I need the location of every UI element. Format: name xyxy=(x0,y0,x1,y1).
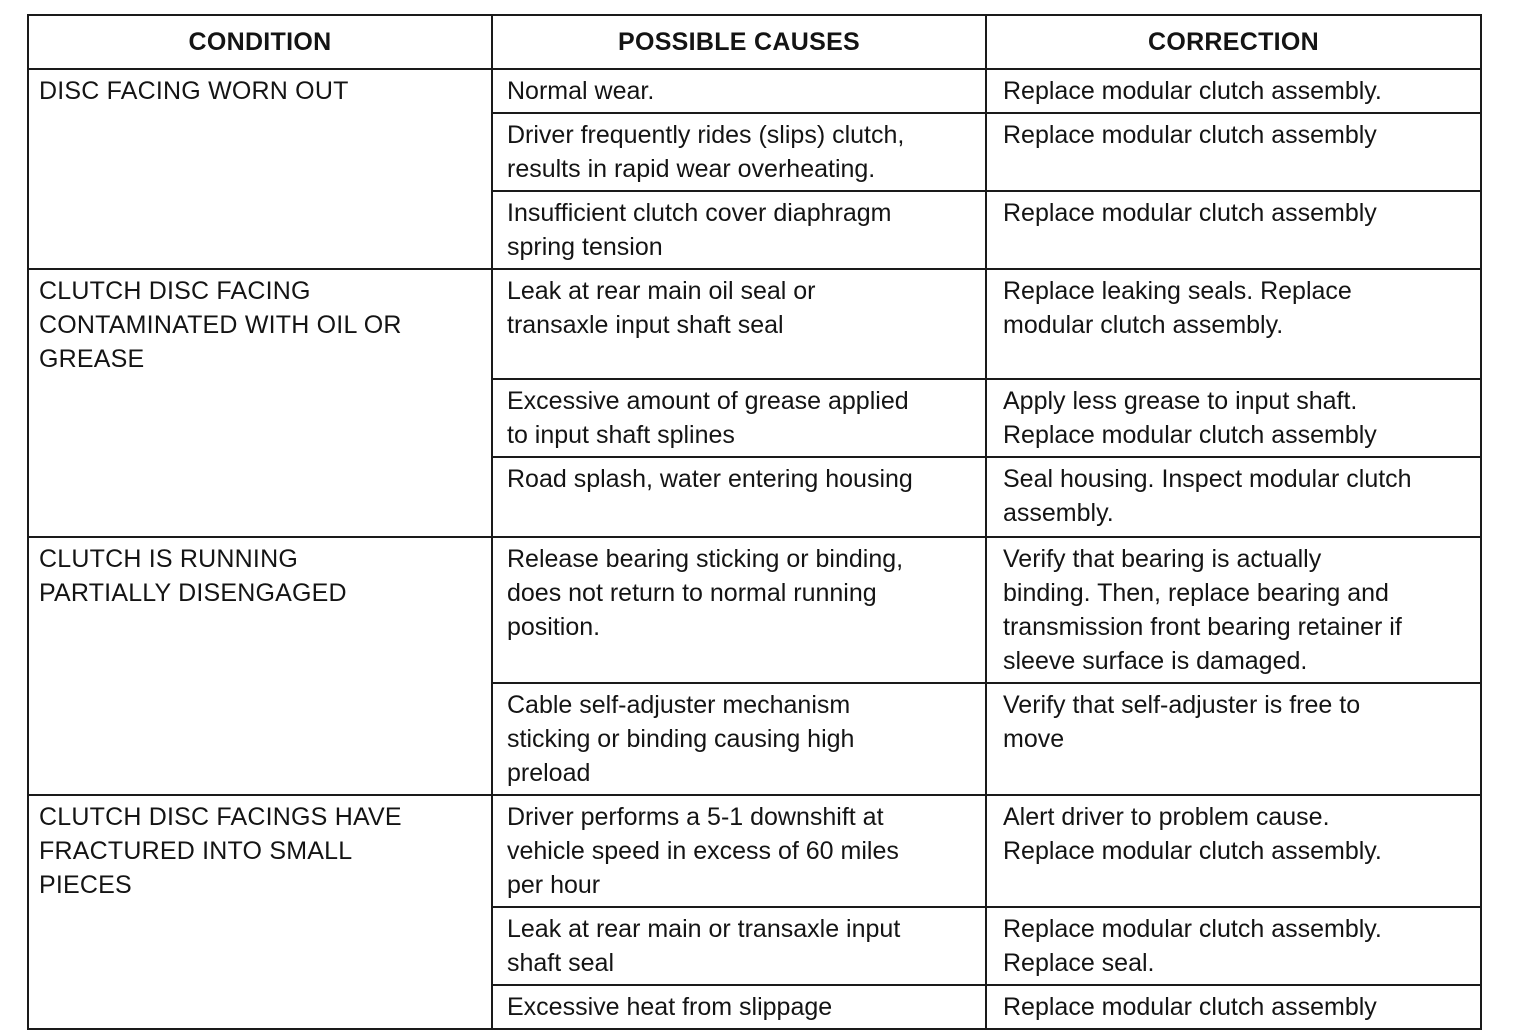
cause-text: Driver performs a 5-1 downshift at vehicle speed in excess of 60 miles per hour xyxy=(507,803,899,899)
cause-text: Excessive amount of grease applied to input shaft splines xyxy=(507,387,909,449)
correction-text: Alert driver to problem cause. Replace modular clutch assembly. xyxy=(1003,803,1382,865)
cause-text: Insufficient clutch cover diaphragm spring tension xyxy=(507,199,892,261)
condition-cell xyxy=(28,537,492,795)
correction-cell xyxy=(986,113,1481,191)
cause-text: Normal wear. xyxy=(507,77,655,105)
condition-text: CLUTCH DISC FACING CONTAMINATED WITH OIL OR GREASE xyxy=(39,277,402,373)
condition-text: CLUTCH DISC FACINGS HAVE FRACTURED INTO SMALL PIECES xyxy=(39,803,402,899)
cause-cell xyxy=(492,907,986,985)
cause-cell xyxy=(492,795,986,907)
correction-cell xyxy=(986,795,1481,907)
condition-text: CLUTCH IS RUNNING PARTIALLY DISENGAGED xyxy=(39,545,347,607)
condition-cell xyxy=(28,69,492,269)
cause-cell xyxy=(492,379,986,457)
correction-text: Verify that bearing is actually binding. Then, replace bearing and transmission front bearing retainer if sleeve surface is damaged. xyxy=(1003,545,1402,675)
correction-cell xyxy=(986,379,1481,457)
correction-cell xyxy=(986,269,1481,379)
condition-header: CONDITION xyxy=(28,15,492,69)
correction-text: Replace modular clutch assembly xyxy=(1003,121,1377,149)
table-row xyxy=(28,69,1481,113)
cause-cell xyxy=(492,191,986,269)
cause-text: Driver frequently rides (slips) clutch, results in rapid wear overheating. xyxy=(507,121,905,183)
cause-cell xyxy=(492,683,986,795)
correction-cell xyxy=(986,537,1481,683)
correction-cell xyxy=(986,683,1481,795)
cause-cell xyxy=(492,457,986,537)
correction-text: Replace modular clutch assembly. Replace seal. xyxy=(1003,915,1382,977)
cause-text: Excessive heat from slippage xyxy=(507,993,833,1021)
correction-text: Seal housing. Inspect modular clutch assembly. xyxy=(1003,465,1412,527)
correction-text: Replace leaking seals. Replace modular clutch assembly. xyxy=(1003,277,1352,339)
correction-header: CORRECTION xyxy=(986,15,1481,69)
cause-cell xyxy=(492,537,986,683)
possible-causes-header: POSSIBLE CAUSES xyxy=(492,15,986,69)
correction-cell xyxy=(986,985,1481,1029)
cause-text: Leak at rear main oil seal or transaxle input shaft seal xyxy=(507,277,816,339)
correction-cell xyxy=(986,457,1481,537)
cause-text: Leak at rear main or transaxle input shaft seal xyxy=(507,915,901,977)
table-row xyxy=(28,537,1481,683)
correction-text: Replace modular clutch assembly xyxy=(1003,199,1377,227)
cause-text: Cable self-adjuster mechanism sticking or binding causing high preload xyxy=(507,691,855,787)
correction-text: Apply less grease to input shaft. Replace modular clutch assembly xyxy=(1003,387,1377,449)
correction-cell xyxy=(986,191,1481,269)
cause-cell xyxy=(492,69,986,113)
header-row xyxy=(28,15,1481,69)
clutch-diagnosis-table xyxy=(27,14,1482,1030)
cause-cell xyxy=(492,985,986,1029)
condition-text: DISC FACING WORN OUT xyxy=(39,77,349,105)
cause-text: Release bearing sticking or binding, does not return to normal running position. xyxy=(507,545,904,641)
table-row xyxy=(28,795,1481,907)
condition-cell xyxy=(28,795,492,1029)
cause-cell xyxy=(492,269,986,379)
condition-cell xyxy=(28,269,492,537)
correction-cell xyxy=(986,69,1481,113)
correction-text: Replace modular clutch assembly xyxy=(1003,993,1377,1021)
correction-text: Verify that self-adjuster is free to move xyxy=(1003,691,1361,753)
correction-cell xyxy=(986,907,1481,985)
table-row xyxy=(28,269,1481,379)
correction-text: Replace modular clutch assembly. xyxy=(1003,77,1382,105)
cause-cell xyxy=(492,113,986,191)
cause-text: Road splash, water entering housing xyxy=(507,465,913,493)
